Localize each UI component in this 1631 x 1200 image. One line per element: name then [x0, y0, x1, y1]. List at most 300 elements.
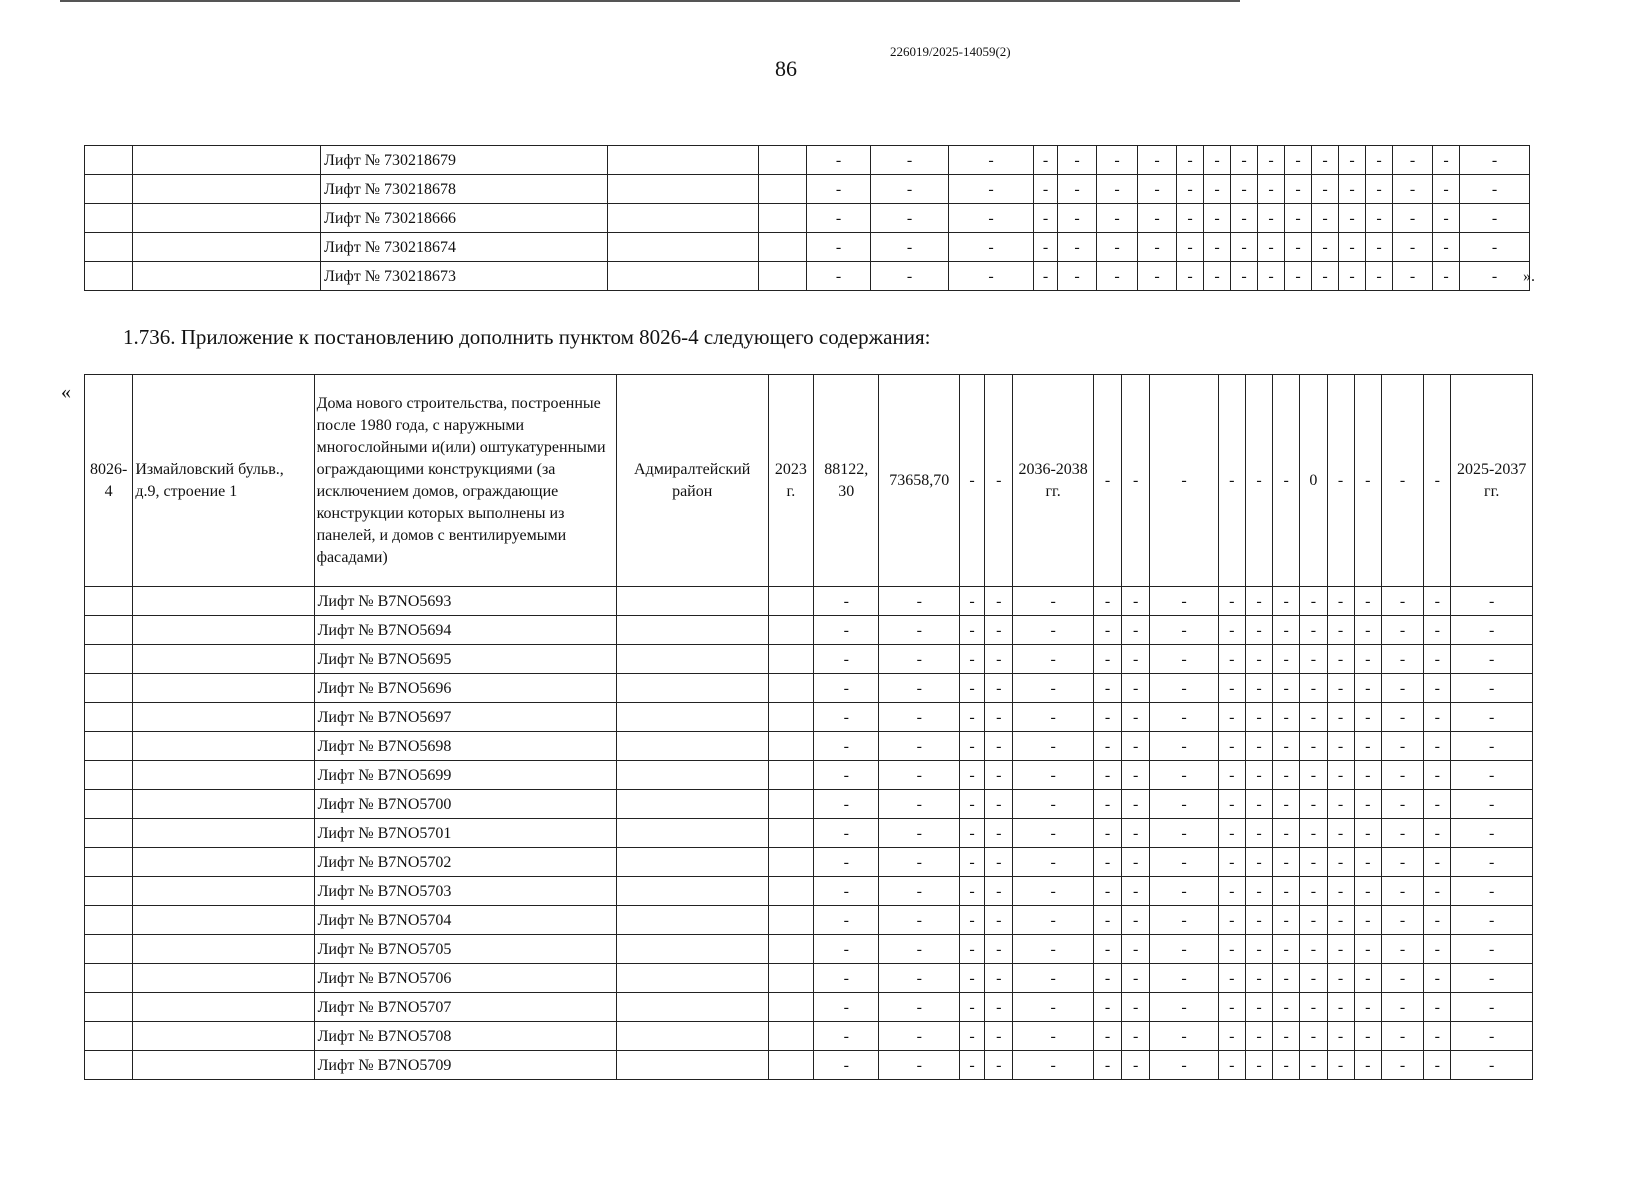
dash-cell: - [1354, 993, 1381, 1022]
dash-cell: - [1150, 848, 1218, 877]
dash-cell: - [1327, 1051, 1354, 1080]
dash-cell: - [1218, 848, 1245, 877]
area-total: 88122, 30 [814, 375, 879, 587]
empty-cell [133, 175, 321, 204]
dash-cell: - [1273, 732, 1300, 761]
empty-cell [768, 761, 813, 790]
empty-cell [85, 674, 133, 703]
dash-cell: - [814, 1022, 879, 1051]
dash-cell: - [985, 993, 1013, 1022]
dash-cell: - [985, 616, 1013, 645]
dash-cell: - [1231, 175, 1258, 204]
dash-cell: - [1013, 645, 1094, 674]
dash-cell: - [1451, 906, 1533, 935]
empty-cell [768, 1051, 813, 1080]
dash-cell: - [985, 1051, 1013, 1080]
dash-cell: - [1122, 877, 1150, 906]
empty-cell [616, 935, 768, 964]
table-row-main [85, 375, 1533, 587]
dash-cell: - [814, 732, 879, 761]
dash-cell: - [1381, 964, 1423, 993]
dash-cell: - [1204, 146, 1231, 175]
lift-label: Лифт № B7NO5703 [314, 877, 616, 906]
empty-cell [616, 819, 768, 848]
dash-cell: - [1122, 761, 1150, 790]
table-row [85, 848, 1533, 877]
dash-cell: - [1093, 761, 1121, 790]
dash-cell: - [807, 233, 871, 262]
dash-cell: - [1300, 703, 1327, 732]
dash-cell: - [1381, 935, 1423, 964]
dash-cell: - [1354, 964, 1381, 993]
dash-cell: - [1451, 935, 1533, 964]
dash-cell: - [1312, 233, 1339, 262]
dash-cell: - [1122, 732, 1150, 761]
dash-cell: - [985, 674, 1013, 703]
table-row [85, 674, 1533, 703]
empty-cell [608, 233, 759, 262]
dash-cell: - [1150, 1022, 1218, 1051]
dash-cell: - [1273, 848, 1300, 877]
dash-cell: - [960, 906, 985, 935]
dash-cell: - [807, 175, 871, 204]
empty-cell [133, 906, 314, 935]
dash-cell: - [960, 848, 985, 877]
empty-cell [608, 175, 759, 204]
dash-cell: - [879, 732, 960, 761]
dash-cell: - [1312, 146, 1339, 175]
dash-cell: - [879, 906, 960, 935]
dash-cell: - [1093, 375, 1121, 587]
dash-cell: - [1451, 674, 1533, 703]
dash-cell: - [1093, 964, 1121, 993]
dash-cell: - [1097, 175, 1138, 204]
empty-cell [608, 262, 759, 291]
dash-cell: - [1150, 906, 1218, 935]
dash-cell: - [1150, 587, 1218, 616]
empty-cell [616, 1022, 768, 1051]
dash-cell: - [1122, 935, 1150, 964]
lift-label: Лифт № 730218666 [321, 204, 608, 233]
dash-cell: - [1218, 645, 1245, 674]
dash-cell: - [1327, 761, 1354, 790]
dash-cell: - [960, 1051, 985, 1080]
dash-cell: - [1218, 790, 1245, 819]
dash-cell: - [1381, 587, 1423, 616]
dash-cell: - [1273, 877, 1300, 906]
dash-cell: - [1354, 819, 1381, 848]
dash-cell: - [1177, 175, 1204, 204]
dash-cell: - [1339, 175, 1366, 204]
dash-cell: - [1339, 146, 1366, 175]
lift-label: Лифт № 730218679 [321, 146, 608, 175]
dash-cell: - [1218, 732, 1245, 761]
empty-cell [616, 703, 768, 732]
dash-cell: - [1285, 146, 1312, 175]
dash-cell: - [1097, 233, 1138, 262]
dash-cell: - [1451, 877, 1533, 906]
dash-cell: - [985, 375, 1013, 587]
dash-cell: - [1339, 233, 1366, 262]
dash-cell: - [1258, 146, 1285, 175]
dash-cell: - [1327, 1022, 1354, 1051]
dash-cell: - [1218, 375, 1245, 587]
dash-cell: - [1300, 732, 1327, 761]
dash-cell: - [1034, 204, 1058, 233]
dash-cell: - [1093, 703, 1121, 732]
dash-cell: - [1354, 1051, 1381, 1080]
dash-cell: - [1097, 204, 1138, 233]
dash-cell: - [1245, 732, 1272, 761]
table-row [85, 906, 1533, 935]
dash-cell: - [1300, 848, 1327, 877]
empty-cell [85, 935, 133, 964]
dash-cell: - [1034, 146, 1058, 175]
dash-cell: - [1327, 819, 1354, 848]
dash-cell: - [879, 964, 960, 993]
table-row [85, 616, 1533, 645]
table-row [85, 819, 1533, 848]
amendment-paragraph: 1.736. Приложение к постановлению дополнить пунктом 8026-4 следующего содержания: [123, 325, 931, 349]
dash-cell: - [960, 732, 985, 761]
lift-label: Лифт № B7NO5693 [314, 587, 616, 616]
dash-cell: - [1218, 993, 1245, 1022]
dash-cell: - [814, 645, 879, 674]
dash-cell: - [985, 732, 1013, 761]
dash-cell: - [1245, 587, 1272, 616]
empty-cell [768, 616, 813, 645]
dash-cell: - [1424, 848, 1451, 877]
table-row [85, 964, 1533, 993]
dash-cell: - [960, 587, 985, 616]
opening-quote: « [61, 381, 71, 403]
dash-cell: - [1218, 906, 1245, 935]
empty-cell [85, 262, 133, 291]
empty-cell [85, 964, 133, 993]
dash-cell: - [1327, 616, 1354, 645]
dash-cell: - [949, 175, 1034, 204]
empty-cell [133, 233, 321, 262]
dash-cell: - [1093, 732, 1121, 761]
dash-cell: - [1381, 848, 1423, 877]
dash-cell: - [1013, 848, 1094, 877]
table-row [85, 204, 1530, 233]
lift-label: Лифт № B7NO5704 [314, 906, 616, 935]
dash-cell: - [1138, 146, 1177, 175]
dash-cell: - [1218, 703, 1245, 732]
dash-cell: - [1381, 877, 1423, 906]
dash-cell: - [1273, 1051, 1300, 1080]
dash-cell: - [1424, 964, 1451, 993]
dash-cell: - [814, 964, 879, 993]
dash-cell: - [879, 1051, 960, 1080]
dash-cell: - [1258, 233, 1285, 262]
dash-cell: - [1381, 906, 1423, 935]
empty-cell [768, 964, 813, 993]
dash-cell: - [1013, 935, 1094, 964]
table-row [85, 587, 1533, 616]
dash-cell: - [1258, 204, 1285, 233]
dash-cell: - [1451, 993, 1533, 1022]
dash-cell: - [1093, 616, 1121, 645]
dash-cell: - [1300, 964, 1327, 993]
dash-cell: - [1300, 1051, 1327, 1080]
dash-cell: - [1245, 848, 1272, 877]
dash-cell: - [1424, 877, 1451, 906]
dash-cell: - [985, 790, 1013, 819]
dash-cell: - [1013, 674, 1094, 703]
dash-cell: - [1424, 993, 1451, 1022]
dash-cell: - [1245, 877, 1272, 906]
dash-cell: - [1122, 587, 1150, 616]
dash-cell: - [1424, 906, 1451, 935]
dash-cell: - [1138, 233, 1177, 262]
dash-cell: - [1354, 587, 1381, 616]
dash-cell: - [1327, 790, 1354, 819]
dash-cell: - [879, 616, 960, 645]
empty-cell [616, 761, 768, 790]
dash-cell: - [1366, 262, 1393, 291]
dash-cell: - [1013, 703, 1094, 732]
dash-cell: - [1245, 616, 1272, 645]
table-row [85, 262, 1530, 291]
dash-cell: - [1150, 761, 1218, 790]
empty-cell [616, 906, 768, 935]
dash-cell: - [1093, 848, 1121, 877]
empty-cell [85, 233, 133, 262]
dash-cell: - [1424, 587, 1451, 616]
dash-cell: - [1354, 848, 1381, 877]
dash-cell: - [1034, 233, 1058, 262]
dash-cell: - [1245, 645, 1272, 674]
dash-cell: - [1150, 993, 1218, 1022]
dash-cell: - [1273, 616, 1300, 645]
empty-cell [768, 1022, 813, 1051]
dash-cell: - [1218, 1051, 1245, 1080]
empty-cell [133, 935, 314, 964]
empty-cell [768, 674, 813, 703]
dash-cell: - [879, 761, 960, 790]
empty-cell [768, 906, 813, 935]
top-border-line [60, 0, 1240, 2]
empty-cell [759, 204, 807, 233]
empty-cell [133, 964, 314, 993]
dash-cell: - [1058, 204, 1097, 233]
dash-cell: - [949, 262, 1034, 291]
empty-cell [616, 732, 768, 761]
dash-cell: - [949, 233, 1034, 262]
empty-cell [85, 175, 133, 204]
dash-cell: - [1150, 732, 1218, 761]
dash-cell: - [879, 877, 960, 906]
page-number: 86 [775, 56, 797, 81]
dash-cell: - [1451, 1051, 1533, 1080]
dash-cell: - [1339, 204, 1366, 233]
dash-cell: - [1150, 877, 1218, 906]
dash-cell: - [1273, 790, 1300, 819]
empty-cell [133, 616, 314, 645]
dash-cell: - [960, 877, 985, 906]
dash-cell: - [1122, 375, 1150, 587]
empty-cell [85, 1051, 133, 1080]
dash-cell: - [1138, 262, 1177, 291]
dash-cell: - [1273, 819, 1300, 848]
dash-cell: - [814, 587, 879, 616]
dash-cell: - [1393, 233, 1433, 262]
lift-table-8026-4 [84, 374, 1533, 1080]
dash-cell: - [1433, 204, 1460, 233]
dash-cell: - [1424, 375, 1451, 587]
dash-cell: - [1218, 877, 1245, 906]
dash-cell: - [814, 1051, 879, 1080]
dash-cell: - [1451, 645, 1533, 674]
empty-cell [608, 146, 759, 175]
empty-cell [616, 848, 768, 877]
dash-cell: - [1460, 262, 1530, 291]
dash-cell: - [1300, 674, 1327, 703]
dash-cell: - [1093, 587, 1121, 616]
dash-cell: - [1300, 877, 1327, 906]
dash-cell: - [985, 819, 1013, 848]
dash-cell: - [960, 375, 985, 587]
dash-cell: - [1381, 703, 1423, 732]
dash-cell: - [1273, 645, 1300, 674]
dash-cell: - [879, 1022, 960, 1051]
empty-cell [85, 993, 133, 1022]
dash-cell: - [1393, 262, 1433, 291]
dash-cell: - [1460, 233, 1530, 262]
dash-cell: - [871, 204, 949, 233]
dash-cell: - [985, 703, 1013, 732]
empty-cell [133, 732, 314, 761]
dash-cell: - [1273, 906, 1300, 935]
dash-cell: - [1300, 587, 1327, 616]
dash-cell: - [1381, 616, 1423, 645]
dash-cell: - [1424, 935, 1451, 964]
lift-label: Лифт № B7NO5708 [314, 1022, 616, 1051]
lift-label: Лифт № B7NO5697 [314, 703, 616, 732]
dash-cell: - [1327, 375, 1354, 587]
lift-label: Лифт № 730218674 [321, 233, 608, 262]
period-1: 2036-2038 гг. [1013, 375, 1094, 587]
dash-cell: - [1150, 674, 1218, 703]
empty-cell [133, 761, 314, 790]
empty-cell [133, 819, 314, 848]
dash-cell: - [879, 790, 960, 819]
dash-cell: - [1122, 906, 1150, 935]
empty-cell [85, 204, 133, 233]
dash-cell: - [1381, 993, 1423, 1022]
dash-cell: - [1354, 375, 1381, 587]
dash-cell: - [1273, 935, 1300, 964]
dash-cell: - [1381, 790, 1423, 819]
dash-cell: - [1451, 587, 1533, 616]
dash-cell: - [1451, 1022, 1533, 1051]
dash-cell: - [1451, 964, 1533, 993]
empty-cell [759, 175, 807, 204]
empty-cell [608, 204, 759, 233]
dash-cell: - [1245, 674, 1272, 703]
dash-cell: - [1245, 1022, 1272, 1051]
area-living: 73658,70 [879, 375, 960, 587]
dash-cell: - [814, 906, 879, 935]
dash-cell: - [879, 703, 960, 732]
dash-cell: - [1300, 993, 1327, 1022]
dash-cell: - [1058, 233, 1097, 262]
dash-cell: - [1013, 993, 1094, 1022]
dash-cell: - [1381, 1051, 1423, 1080]
empty-cell [133, 645, 314, 674]
dash-cell: - [871, 262, 949, 291]
dash-cell: - [814, 761, 879, 790]
dash-cell: - [1451, 819, 1533, 848]
dash-cell: - [1231, 262, 1258, 291]
dash-cell: - [1058, 146, 1097, 175]
table-row [85, 1022, 1533, 1051]
dash-cell: - [1150, 1051, 1218, 1080]
dash-cell: - [1424, 1051, 1451, 1080]
empty-cell [133, 674, 314, 703]
dash-cell: - [1013, 906, 1094, 935]
dash-cell: - [1245, 993, 1272, 1022]
dash-cell: - [1424, 674, 1451, 703]
dash-cell: - [1285, 175, 1312, 204]
lift-label: Лифт № B7NO5709 [314, 1051, 616, 1080]
dash-cell: - [1327, 877, 1354, 906]
dash-cell: - [1138, 175, 1177, 204]
dash-cell: - [1285, 262, 1312, 291]
dash-cell: - [1273, 674, 1300, 703]
dash-cell: - [1451, 848, 1533, 877]
dash-cell: - [960, 645, 985, 674]
dash-cell: - [960, 964, 985, 993]
dash-cell: - [1354, 732, 1381, 761]
dash-cell: - [1424, 1022, 1451, 1051]
dash-cell: - [814, 790, 879, 819]
empty-cell [85, 587, 133, 616]
dash-cell: - [1150, 375, 1218, 587]
empty-cell [85, 146, 133, 175]
empty-cell [768, 703, 813, 732]
dash-cell: - [871, 146, 949, 175]
dash-cell: - [1300, 616, 1327, 645]
dash-cell: - [1354, 761, 1381, 790]
dash-cell: - [1381, 732, 1423, 761]
dash-cell: - [1366, 204, 1393, 233]
dash-cell: - [1354, 616, 1381, 645]
lift-label: Лифт № B7NO5696 [314, 674, 616, 703]
dash-cell: - [1451, 732, 1533, 761]
dash-cell: - [1150, 790, 1218, 819]
dash-cell: - [1245, 1051, 1272, 1080]
empty-cell [85, 703, 133, 732]
dash-cell: - [1424, 790, 1451, 819]
empty-cell [133, 587, 314, 616]
empty-cell [768, 848, 813, 877]
dash-cell: - [1122, 703, 1150, 732]
dash-cell: - [949, 204, 1034, 233]
dash-cell: - [1013, 732, 1094, 761]
dash-cell: - [1433, 175, 1460, 204]
dash-cell: - [1150, 645, 1218, 674]
empty-cell [133, 703, 314, 732]
dash-cell: - [1381, 1022, 1423, 1051]
dash-cell: - [960, 761, 985, 790]
dash-cell: - [1013, 587, 1094, 616]
empty-cell [616, 877, 768, 906]
dash-cell: - [1300, 935, 1327, 964]
empty-cell [616, 1051, 768, 1080]
